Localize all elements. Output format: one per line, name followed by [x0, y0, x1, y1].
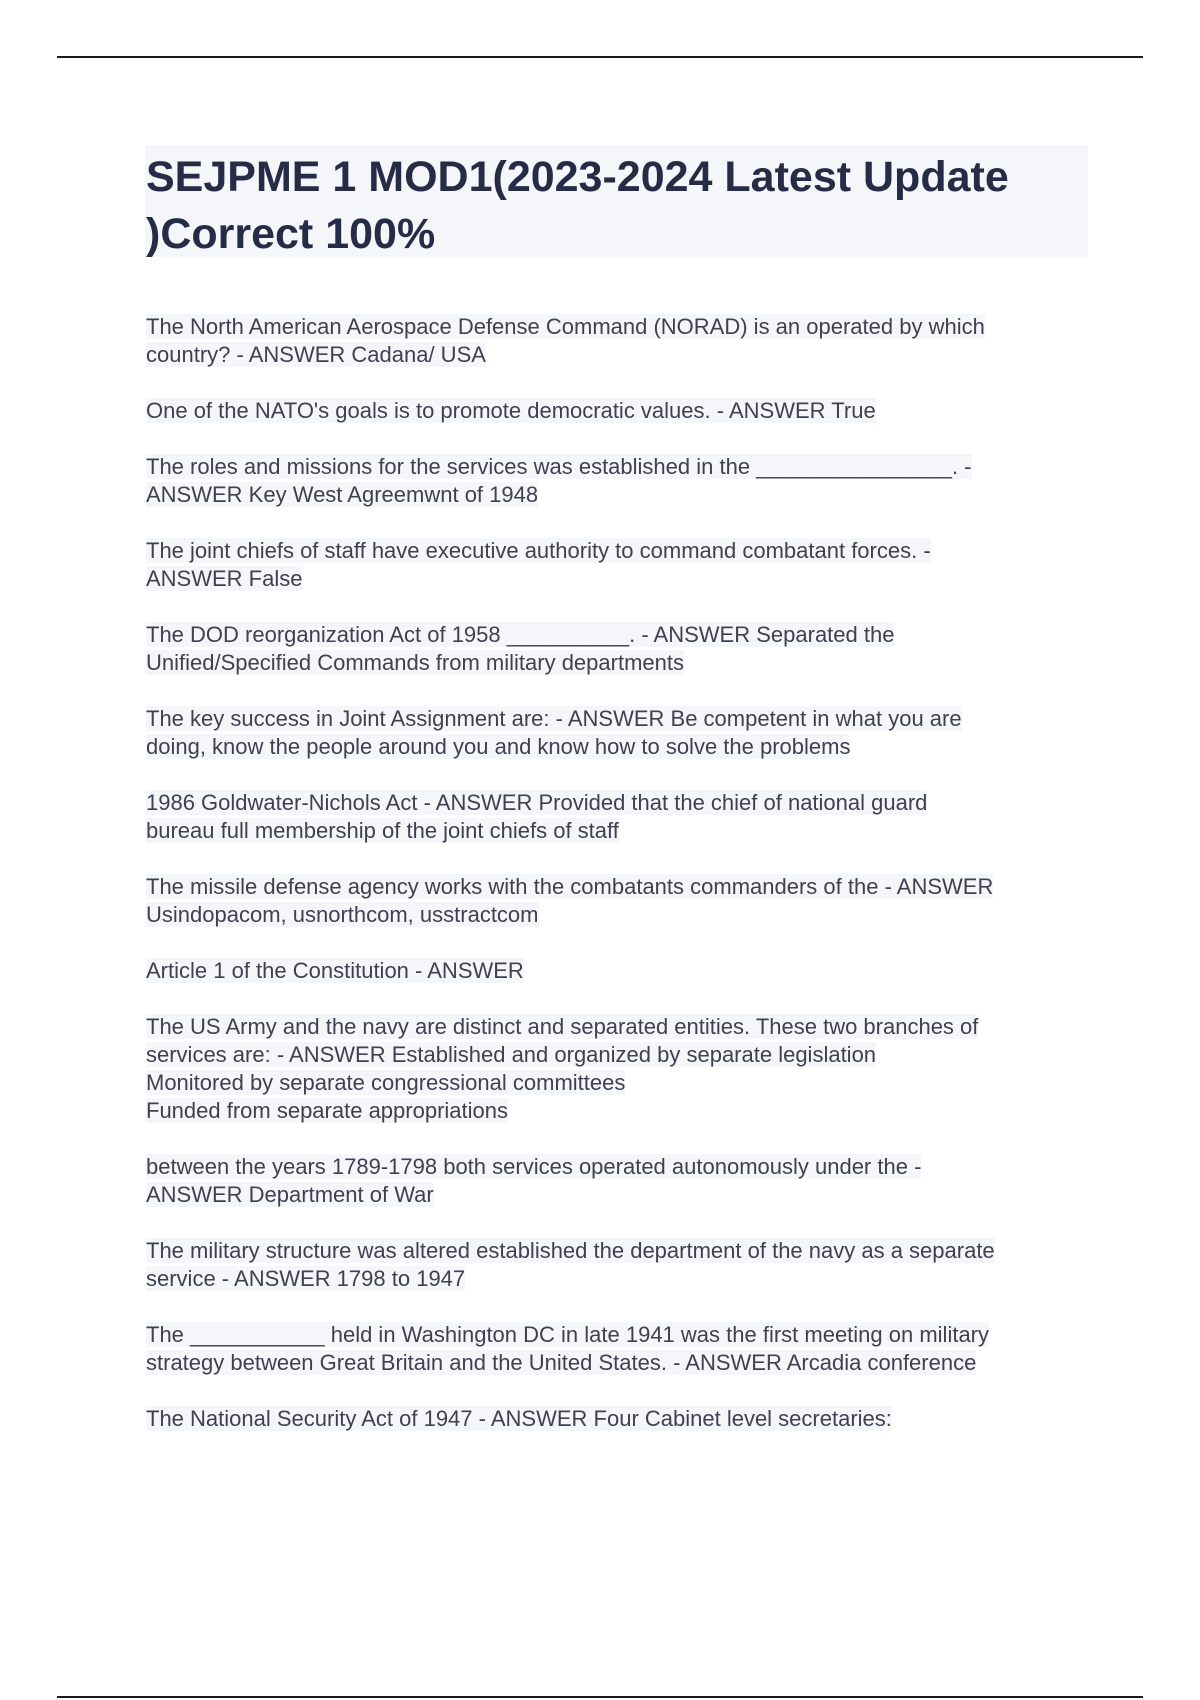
qa-line — [146, 901, 1091, 929]
qa-line — [146, 1069, 1091, 1097]
qa-line-text: country? - ANSWER Cadana/ USA — [146, 342, 486, 367]
qa-line — [146, 453, 1091, 481]
qa-line-text: 1986 Goldwater-Nichols Act - ANSWER Provided that the chief of national guard — [146, 790, 928, 815]
qa-line-text: service - ANSWER 1798 to 1947 — [146, 1266, 466, 1291]
qa-item — [146, 1405, 1091, 1433]
qa-line — [146, 537, 1091, 565]
qa-list — [146, 313, 1091, 1461]
qa-line — [146, 341, 1091, 369]
qa-line-text: The military structure was altered established the department of the navy as a separate — [146, 1238, 995, 1263]
qa-item — [146, 705, 1091, 761]
bottom-rule — [57, 1696, 1143, 1698]
qa-line — [146, 313, 1091, 341]
qa-line — [146, 1181, 1091, 1209]
qa-line-text: One of the NATO's goals is to promote democratic values. - ANSWER True — [146, 398, 876, 423]
qa-line — [146, 1041, 1091, 1069]
qa-line-text: The missile defense agency works with the combatants commanders of the - ANSWER — [146, 874, 994, 899]
qa-line — [146, 397, 1091, 425]
qa-line — [146, 1265, 1091, 1293]
qa-line-text: The DOD reorganization Act of 1958 __________. - ANSWER Separated the — [146, 622, 895, 647]
qa-line-text: bureau full membership of the joint chiefs of staff — [146, 818, 619, 843]
qa-line-text: ANSWER False — [146, 566, 303, 591]
qa-line — [146, 1097, 1091, 1125]
qa-line — [146, 1349, 1091, 1377]
qa-line — [146, 621, 1091, 649]
qa-item — [146, 1153, 1091, 1209]
qa-line-text: Funded from separate appropriations — [146, 1098, 508, 1123]
qa-line-text: ANSWER Key West Agreemwnt of 1948 — [146, 482, 539, 507]
qa-line-text: ANSWER Department of War — [146, 1182, 434, 1207]
qa-item — [146, 453, 1091, 509]
qa-line — [146, 873, 1091, 901]
qa-item — [146, 789, 1091, 845]
qa-line — [146, 957, 1091, 985]
qa-line — [146, 705, 1091, 733]
top-rule — [57, 56, 1143, 58]
qa-item — [146, 1237, 1091, 1293]
qa-line-text: Unified/Specified Commands from military departments — [146, 650, 684, 675]
qa-line-text: The roles and missions for the services was established in the ________________. - — [146, 454, 972, 479]
qa-item — [146, 957, 1091, 985]
qa-line-text: strategy between Great Britain and the United States. - ANSWER Arcadia conference — [146, 1350, 977, 1375]
qa-line — [146, 733, 1091, 761]
qa-line-text: Usindopacom, usnorthcom, usstractcom — [146, 902, 539, 927]
qa-item — [146, 621, 1091, 677]
qa-line — [146, 1237, 1091, 1265]
qa-item — [146, 397, 1091, 425]
qa-line-text: The National Security Act of 1947 - ANSWER Four Cabinet level secretaries: — [146, 1406, 892, 1431]
qa-item — [146, 313, 1091, 369]
qa-line-text: Monitored by separate congressional committees — [146, 1070, 626, 1095]
qa-line — [146, 649, 1091, 677]
qa-line-text: The North American Aerospace Defense Command (NORAD) is an operated by which — [146, 314, 985, 339]
qa-item — [146, 1321, 1091, 1377]
qa-line-text: The ___________ held in Washington DC in late 1941 was the first meeting on military — [146, 1322, 990, 1347]
qa-line-text: The US Army and the navy are distinct and separated entities. These two branches of — [146, 1014, 979, 1039]
qa-line-text: services are: - ANSWER Established and organized by separate legislation — [146, 1042, 877, 1067]
document-title: SEJPME 1 MOD1(2023-2024 Latest Update )Correct 100% — [146, 153, 1009, 258]
qa-item — [146, 873, 1091, 929]
qa-item — [146, 537, 1091, 593]
qa-line — [146, 1405, 1091, 1433]
qa-line — [146, 481, 1091, 509]
qa-line — [146, 1321, 1091, 1349]
qa-line — [146, 565, 1091, 593]
qa-item — [146, 1013, 1091, 1125]
qa-line — [146, 817, 1091, 845]
qa-line-text: doing, know the people around you and know how to solve the problems — [146, 734, 851, 759]
qa-line — [146, 1013, 1091, 1041]
qa-line-text: Article 1 of the Constitution - ANSWER — [146, 958, 524, 983]
qa-line-text: The key success in Joint Assignment are: - ANSWER Be competent in what you are — [146, 706, 962, 731]
qa-line — [146, 789, 1091, 817]
qa-line-text: between the years 1789-1798 both services operated autonomously under the - — [146, 1154, 922, 1179]
qa-line — [146, 1153, 1091, 1181]
qa-line-text: The joint chiefs of staff have executive authority to command combatant forces. - — [146, 538, 931, 563]
